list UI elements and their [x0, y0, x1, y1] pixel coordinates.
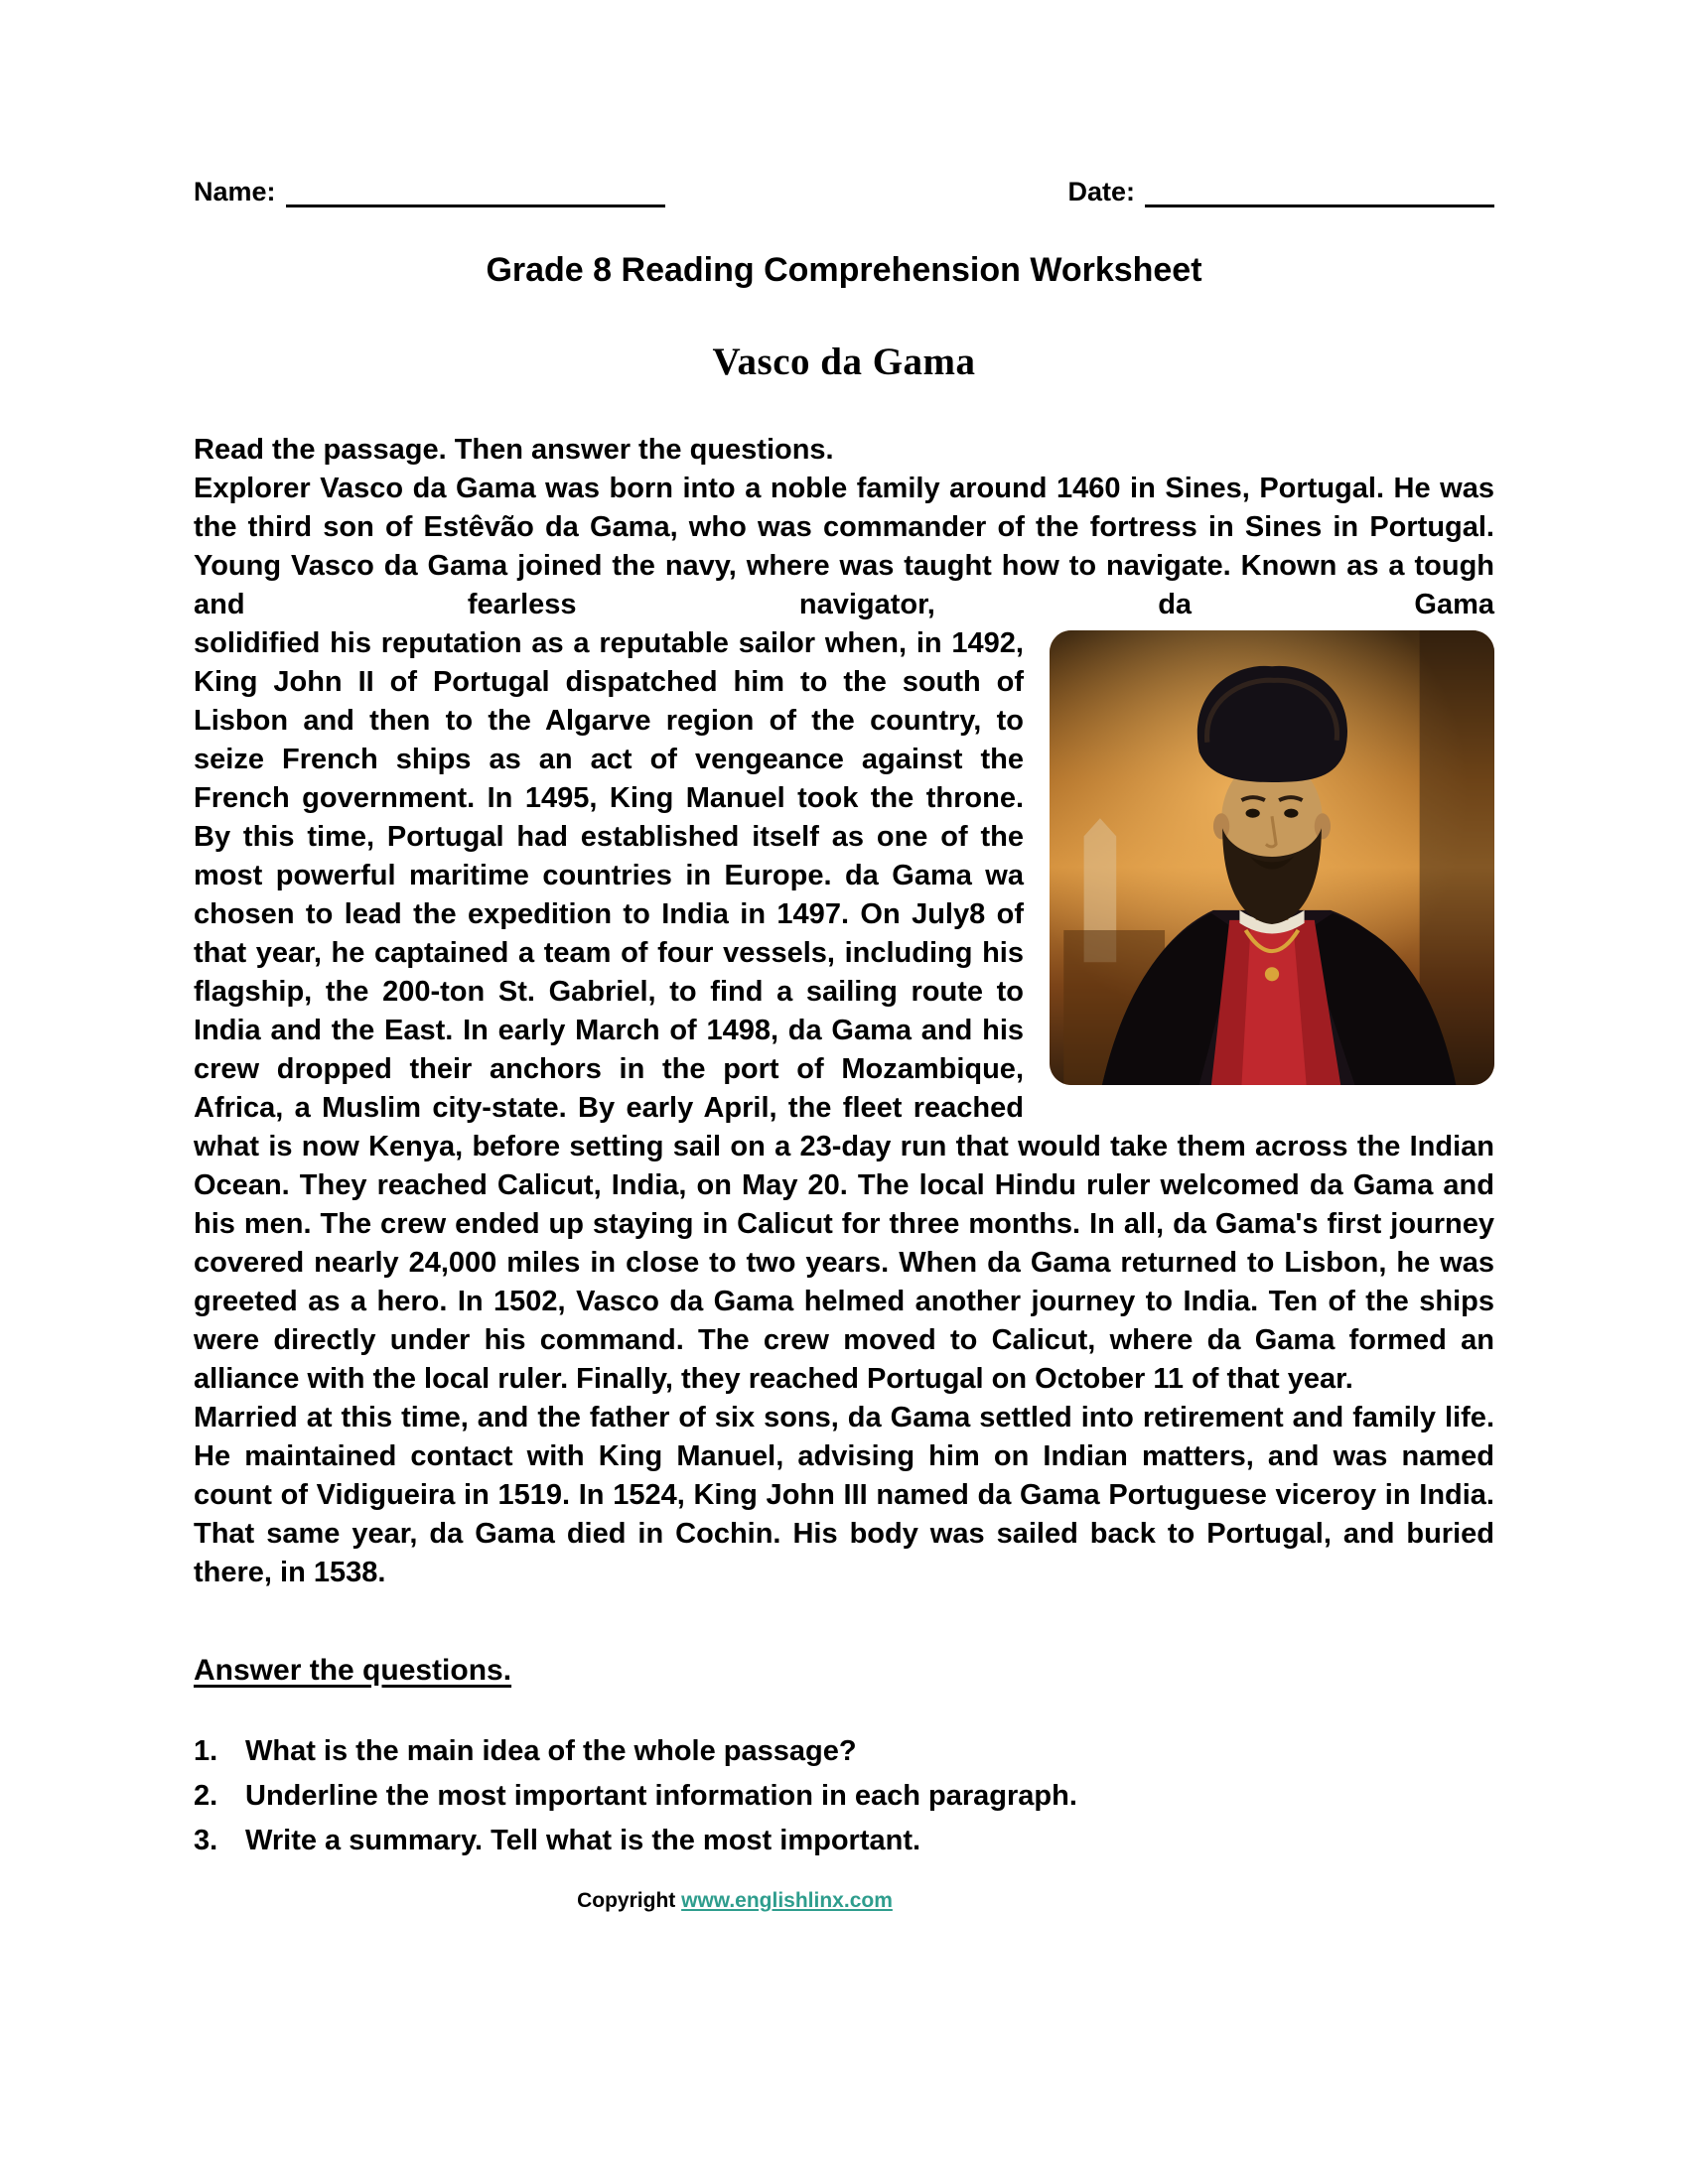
name-blank-line[interactable] — [286, 180, 665, 207]
question-item-1 — [194, 1729, 1494, 1774]
questions-list — [194, 1729, 1494, 1863]
question-item-3 — [194, 1819, 1494, 1863]
vasco-da-gama-portrait-image — [1050, 630, 1494, 1085]
question-number: 2. — [194, 1779, 218, 1812]
name-field — [194, 177, 665, 207]
reading-passage — [194, 470, 1494, 1592]
name-date-row — [194, 177, 1494, 207]
question-number: 3. — [194, 1824, 218, 1856]
worksheet-heading: Grade 8 Reading Comprehension Worksheet — [486, 251, 1202, 289]
date-label: Date: — [1067, 177, 1135, 206]
copyright-link[interactable]: www.englishlinx.com — [681, 1888, 893, 1912]
question-number: 1. — [194, 1735, 218, 1767]
passage-instructions: Read the passage. Then answer the questions. — [194, 434, 834, 466]
question-text: Write a summary. Tell what is the most important. — [245, 1824, 921, 1856]
name-label: Name: — [194, 177, 276, 206]
passage-paragraph-2: solidified his reputation as a reputable sailor when, in 1492, King John II of Portugal dispatched him to the south of Lisbon and then to the Algarve region of the country, to seize French ships as an act of vengeance against the French government. In 1495, King Manuel took the throne. By this time, Portugal had established itself as one of the most powerful maritime countries in Europe. da Gama wa chosen to lead the expedition to India in 1497. On July8 of that year, he captained a team of four vessels, including his flagship, the 200-ton St. Gabriel, to find a sailing route to India and the East. In early March of 1498, da Gama and his crew dropped their anchors in the port of Mozambique, Africa, a Muslim city-state. By early April, the fleet reached what is now Kenya, before setting sail on a 23-day run that would take them across the Indian Ocean. They reached Calicut, India, on May 20. The local Hindu ruler welcomed da Gama and his men. The crew ended up staying in Calicut for three months. In all, da Gama's first journey covered nearly 24,000 miles in close to two years. When da Gama returned to Lisbon, he was greeted as a hero. In 1502, Vasco da Gama helmed another journey to India. Ten of the ships were directly under his command. The crew moved to Calicut, where da Gama formed an alliance with the local ruler. Finally, they reached Portugal on October 11 of that year. — [194, 627, 1494, 1395]
question-item-2 — [194, 1774, 1494, 1819]
date-blank-line[interactable] — [1145, 180, 1494, 207]
passage-paragraph-1: Explorer Vasco da Gama was born into a noble family around 1460 in Sines, Portugal. He was the third son of Estêvão da Gama, who was commander of the fortress in Sines in Portugal. Young Vasco da Gama joined the navy, where was taught how to navigate. Known as a tough and fearless navigator, da Gama — [194, 473, 1494, 620]
vasco-da-gama-portrait — [1050, 630, 1494, 1085]
footer — [84, 1889, 1385, 1913]
passage-with-portrait — [194, 624, 1494, 1399]
passage-paragraph-3: Married at this time, and the father of six sons, da Gama settled into retirement and family life. He maintained contact with King Manuel, advising him on Indian matters, and was named count of Vidigueira in 1519. In 1524, King John III named da Gama Portuguese viceroy in India. That same year, da Gama died in Cochin. His body was sailed back to Portugal, and buried there, in 1538. — [194, 1402, 1494, 1588]
question-text: What is the main idea of the whole passage? — [245, 1735, 857, 1767]
passage-title: Vasco da Gama — [712, 341, 976, 383]
copyright-label: Copyright — [577, 1888, 682, 1912]
question-text: Underline the most important information in each paragraph. — [245, 1779, 1077, 1812]
date-field — [1067, 177, 1494, 207]
answer-questions-heading: Answer the questions. — [194, 1654, 512, 1687]
